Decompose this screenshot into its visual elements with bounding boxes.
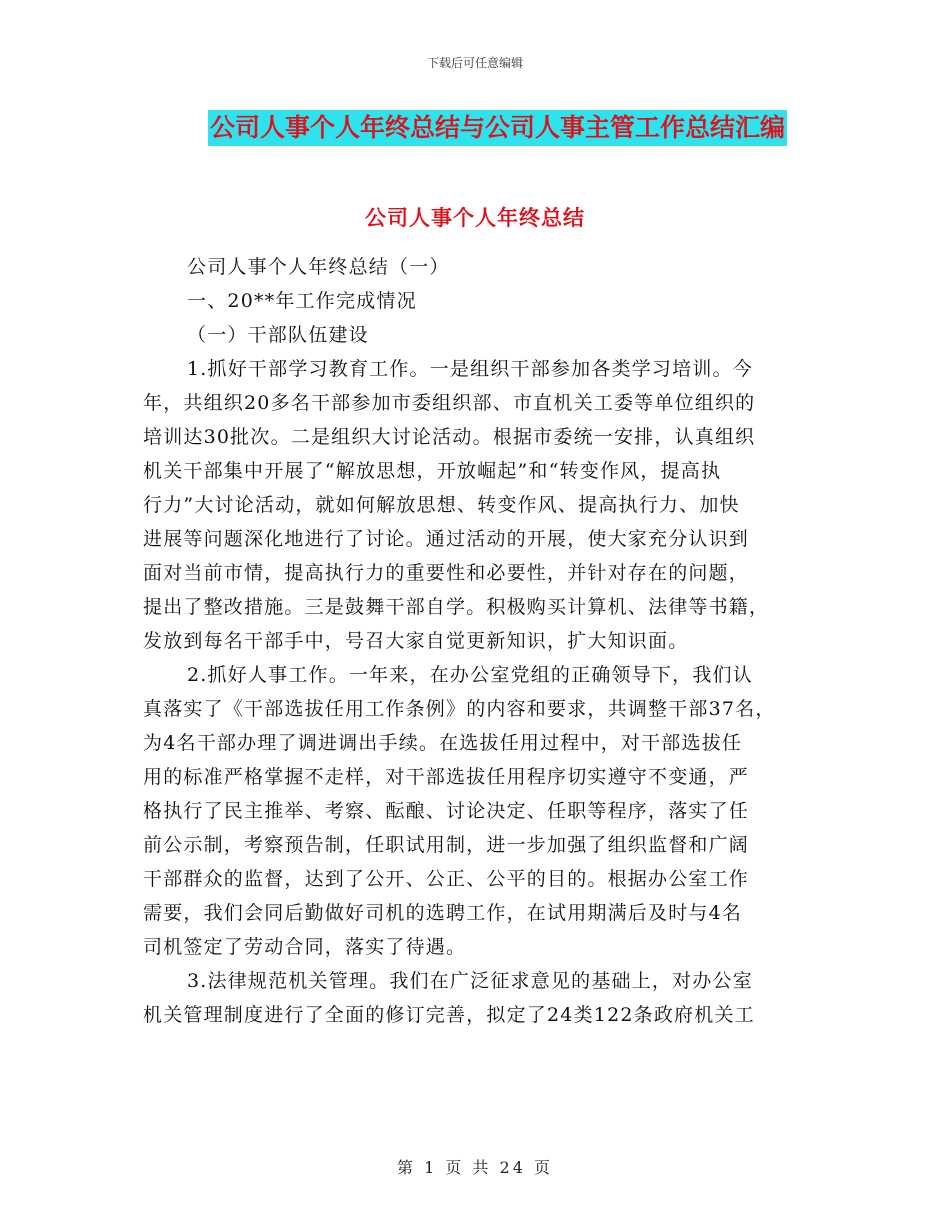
- text-line: 公司人事个人年终总结（一）: [187, 256, 450, 278]
- text-line: 一、20**年工作完成情况: [187, 290, 417, 312]
- body-text: [143, 250, 811, 1032]
- text-line: 机关管理制度进行了全面的修订完善，拟定了24类122条政府机关工: [143, 1004, 755, 1026]
- text-line: 行力”大讨论活动，就如何解放思想、转变作风、提高执行力、加快: [143, 494, 740, 516]
- text-line: 1.抓好干部学习教育工作。一是组织干部参加各类学习培训。今: [187, 358, 753, 380]
- text-line: 机关干部集中开展了“解放思想，开放崛起”和“转变作风，提高执: [143, 460, 722, 482]
- text-line: 2.抓好人事工作。一年来，在办公室党组的正确领导下，我们认: [187, 664, 753, 686]
- text-line: 发放到每名干部手中，号召大家自觉更新知识，扩大知识面。: [143, 630, 689, 652]
- text-line: （一）干部队伍建设: [187, 324, 369, 346]
- page-footer: 第 1 页 共 24 页: [397, 1158, 553, 1177]
- main-title-container: [0, 110, 950, 146]
- text-line: 需要，我们会同后勤做好司机的选聘工作，在试用期满后及时与4名: [143, 902, 743, 924]
- text-line: 真落实了《干部选拔任用工作条例》的内容和要求，共调整干部37名，: [143, 698, 776, 720]
- text-line: 司机签定了劳动合同，落实了待遇。: [143, 936, 467, 958]
- text-line: 3.法律规范机关管理。我们在广泛征求意见的基础上，对办公室: [187, 970, 753, 992]
- header-note: 下载后可任意编辑: [426, 56, 523, 70]
- section-title: 公司人事个人年终总结: [365, 206, 585, 230]
- text-line: 干部群众的监督，达到了公开、公正、公平的目的。根据办公室工作: [143, 868, 750, 890]
- text-line: 用的标准严格掌握不走样，对干部选拔任用程序切实遵守不变通，严: [143, 766, 750, 788]
- text-line: 格执行了民主推举、考察、酝酿、讨论决定、任职等程序，落实了任: [143, 800, 750, 822]
- text-line: 提出了整改措施。三是鼓舞干部自学。积极购买计算机、法律等书籍，: [143, 596, 770, 618]
- text-line: 前公示制，考察预告制，任职试用制，进一步加强了组织监督和广阔: [143, 834, 750, 856]
- text-line: 进展等问题深化地进行了讨论。通过活动的开展，使大家充分认识到: [143, 528, 750, 550]
- text-line: 年，共组织20多名干部参加市委组织部、市直机关工委等单位组织的: [143, 392, 756, 414]
- text-line: 培训达30批次。二是组织大讨论活动。根据市委统一安排，认真组织: [143, 426, 756, 448]
- main-title: 公司人事个人年终总结与公司人事主管工作总结汇编: [208, 110, 787, 146]
- text-line: 面对当前市情，提高执行力的重要性和必要性，并针对存在的问题，: [143, 562, 750, 584]
- text-line: 为4名干部办理了调进调出手续。在选拔任用过程中，对干部选拔任: [143, 732, 743, 754]
